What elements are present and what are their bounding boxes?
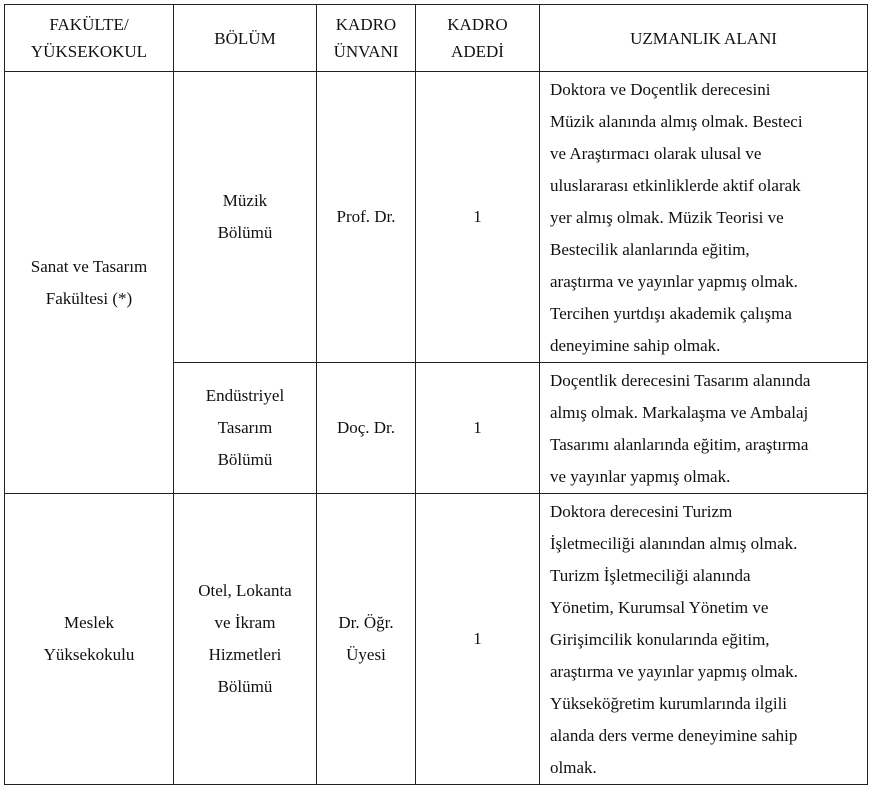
staff-positions-table	[4, 4, 868, 785]
header-specialty: UZMANLIK ALANI	[540, 5, 868, 72]
count-cell: 1	[416, 72, 540, 363]
count-cell: 1	[416, 363, 540, 494]
title-cell: Doç. Dr.	[317, 363, 416, 494]
faculty-cell: Meslek Yüksekokulu	[5, 494, 174, 785]
specialty-cell: Doçentlik derecesini Tasarım alanında almış olmak. Markalaşma ve Ambalaj Tasarımı alanlarında eğitim, araştırma ve yayınlar yapmış olmak.	[540, 363, 868, 494]
specialty-cell: Doktora ve Doçentlik derecesini Müzik alanında almış olmak. Besteci ve Araştırmacı olarak ulusal ve uluslararası etkinliklerde aktif olarak yer almış olmak. Müzik Teorisi ve Bestecilik alanlarında eğitim, araştırma ve yayınlar yapmış olmak. Tercihen yurtdışı akademik çalışma deneyimine sahip olmak.	[540, 72, 868, 363]
faculty-cell: Sanat ve Tasarım Fakültesi (*)	[5, 72, 174, 494]
title-cell: Prof. Dr.	[317, 72, 416, 363]
department-cell: Otel, Lokanta ve İkram Hizmetleri Bölümü	[174, 494, 317, 785]
department-cell: Müzik Bölümü	[174, 72, 317, 363]
header-row	[5, 5, 868, 72]
title-cell: Dr. Öğr. Üyesi	[317, 494, 416, 785]
header-department: BÖLÜM	[174, 5, 317, 72]
header-title: KADRO ÜNVANI	[317, 5, 416, 72]
header-count: KADRO ADEDİ	[416, 5, 540, 72]
count-cell: 1	[416, 494, 540, 785]
table-row	[5, 494, 868, 785]
specialty-cell: Doktora derecesini Turizm İşletmeciliği alanından almış olmak. Turizm İşletmeciliği alanında Yönetim, Kurumsal Yönetim ve Girişimcilik konularında eğitim, araştırma ve yayınlar yapmış olmak. Yükseköğretim kurumlarında ilgili alanda ders verme deneyimine sahip olmak.	[540, 494, 868, 785]
header-faculty: FAKÜLTE/ YÜKSEKOKUL	[5, 5, 174, 72]
table-row	[5, 72, 868, 363]
department-cell: Endüstriyel Tasarım Bölümü	[174, 363, 317, 494]
